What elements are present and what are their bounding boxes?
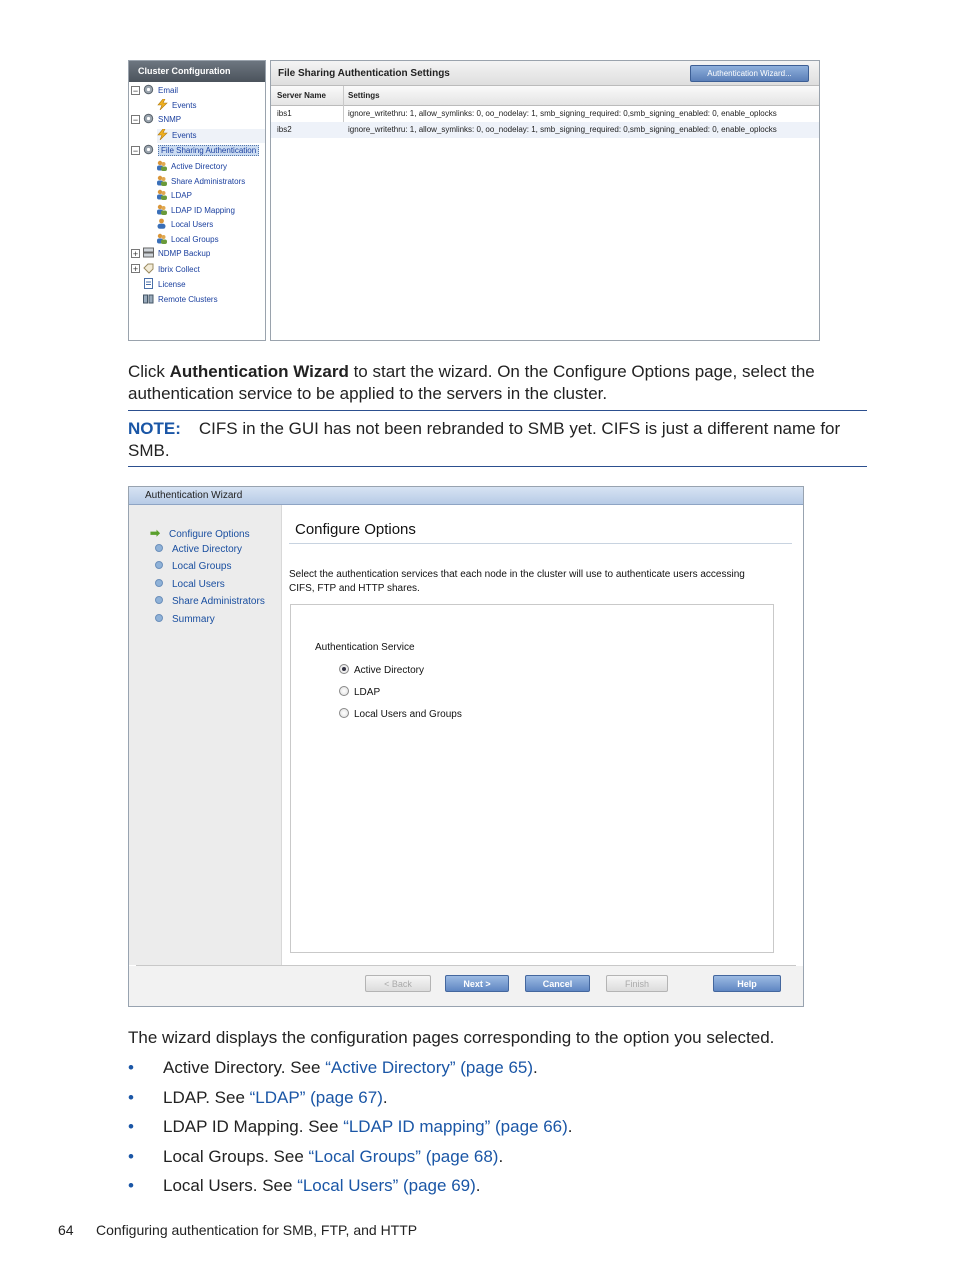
running-footer-title: Configuring authentication for SMB, FTP, and HTTP <box>96 1222 418 1238</box>
next-button[interactable]: Next > <box>445 975 509 992</box>
gear-icon <box>143 144 154 155</box>
authentication-wizard-button[interactable]: Authentication Wizard... <box>690 65 809 82</box>
nav-step-configure-options[interactable]: ➡ Configure Options <box>150 526 250 540</box>
settings-cell: ignore_writethru: 1, allow_symlinks: 0, oo_nodelay: 1, smb_signing_required: 0,smb_signing_enabled: 0, enable_oplocks <box>348 109 777 118</box>
bullet-icon: • <box>128 1088 134 1107</box>
radio-active-directory[interactable]: Active Directory <box>339 664 424 678</box>
users-icon <box>156 204 167 215</box>
tree-item-remote-clusters[interactable]: Remote Clusters <box>143 293 218 307</box>
radio-selected-icon[interactable] <box>339 664 349 674</box>
wizard-description: Select the authentication services that each node in the cluster will use to authenticate users accessing CIFS, FTP and HTTP shares. <box>289 569 745 594</box>
wizard-page-heading: Configure Options <box>295 521 416 538</box>
radio-unselected-icon[interactable] <box>339 708 349 718</box>
authentication-wizard-screenshot <box>128 486 804 1007</box>
file-sharing-settings-panel <box>270 60 820 341</box>
collapse-icon[interactable]: − <box>132 115 139 125</box>
bullet-dot-icon <box>155 561 163 569</box>
collapse-icon[interactable]: − <box>132 86 139 96</box>
table-header <box>271 86 819 106</box>
expand-icon[interactable]: + <box>132 264 139 274</box>
note-block <box>128 418 840 461</box>
settings-panel-header <box>271 61 819 86</box>
intro-paragraph <box>128 361 815 404</box>
wizard-steps-nav <box>129 505 282 965</box>
lightning-icon <box>157 99 168 110</box>
note-top-rule <box>128 410 867 411</box>
user-icon <box>156 218 167 229</box>
cluster-config-tree <box>128 60 266 341</box>
nav-step-local-groups[interactable]: Local Groups <box>155 560 231 574</box>
page-number: 64 <box>58 1222 74 1238</box>
server-name-cell: ibs2 <box>277 125 292 134</box>
bullet-dot-icon <box>155 596 163 604</box>
cluster-config-screenshot <box>128 60 820 341</box>
xref-link-local-users[interactable]: “Local Users” (page 69) <box>297 1176 476 1195</box>
xref-link-ldap[interactable]: “LDAP” (page 67) <box>249 1088 383 1107</box>
tree-item-email[interactable]: Email <box>143 84 178 98</box>
note-bottom-rule <box>128 466 867 467</box>
bullet-dot-icon <box>155 579 163 587</box>
intro-text-rest: to start the wizard. On the Configure Options page, select the <box>348 362 815 381</box>
help-button[interactable]: Help <box>713 975 781 992</box>
tree-item-ldap[interactable]: LDAP <box>156 189 192 203</box>
tree-item-local-users[interactable]: Local Users <box>156 218 213 232</box>
tree-item-license[interactable]: License <box>143 278 186 292</box>
nav-step-active-directory[interactable]: Active Directory <box>155 543 242 557</box>
tree-item-snmp[interactable]: SNMP <box>143 113 181 127</box>
intro-text-line2: authentication service to be applied to the servers in the cluster. <box>128 383 608 403</box>
wizard-explanation: The wizard displays the configuration pages corresponding to the option you selected. <box>128 1028 775 1047</box>
users-icon <box>156 189 167 200</box>
note-text-line2: SMB. <box>128 440 170 460</box>
document-icon <box>143 278 154 289</box>
nav-step-summary[interactable]: Summary <box>155 613 215 627</box>
settings-panel-title: File Sharing Authentication Settings <box>278 68 450 79</box>
wizard-title-bar: Authentication Wizard <box>129 487 803 505</box>
radio-unselected-icon[interactable] <box>339 686 349 696</box>
collapse-icon[interactable]: − <box>132 146 139 156</box>
cancel-button[interactable]: Cancel <box>525 975 590 992</box>
table-row[interactable] <box>271 122 819 138</box>
server-name-cell: ibs1 <box>277 109 292 118</box>
xref-link-local-groups[interactable]: “Local Groups” (page 68) <box>308 1147 499 1166</box>
tree-item-ibrix-collect[interactable]: Ibrix Collect <box>143 263 200 277</box>
tree-item-active-directory[interactable]: Active Directory <box>156 160 227 174</box>
nav-step-local-users[interactable]: Local Users <box>155 578 225 592</box>
gear-icon <box>143 113 154 124</box>
server-icon <box>143 247 154 258</box>
expand-icon[interactable]: + <box>132 249 139 259</box>
radio-local-users-and-groups[interactable]: Local Users and Groups <box>339 708 462 722</box>
cluster-icon <box>143 293 154 304</box>
column-header-settings[interactable]: Settings <box>348 91 380 100</box>
bullet-icon: • <box>128 1176 134 1195</box>
tree-item-events[interactable]: Events <box>157 99 196 113</box>
tree-item-snmp-events[interactable]: Events <box>157 129 265 143</box>
nav-step-share-administrators[interactable]: Share Administrators <box>155 595 265 609</box>
note-label: NOTE: <box>128 419 181 438</box>
xref-link-ldap-id-mapping[interactable]: “LDAP ID mapping” (page 66) <box>343 1117 568 1136</box>
bullet-icon: • <box>128 1147 134 1166</box>
bullet-dot-icon <box>155 544 163 552</box>
arrow-right-icon: ➡ <box>150 526 161 540</box>
note-text-line1: CIFS in the GUI has not been rebranded to SMB yet. CIFS is just a different name for <box>198 419 841 438</box>
back-button[interactable]: < Back <box>365 975 431 992</box>
tag-icon <box>143 263 154 274</box>
users-icon <box>156 233 167 244</box>
table-row[interactable] <box>271 106 819 122</box>
tree-item-local-groups[interactable]: Local Groups <box>156 233 219 247</box>
heading-divider <box>289 543 792 544</box>
column-header-server-name[interactable]: Server Name <box>277 91 326 100</box>
settings-cell: ignore_writethru: 1, allow_symlinks: 0, oo_nodelay: 1, smb_signing_required: 0,smb_signing_enabled: 0, enable_oplocks <box>348 125 777 134</box>
tree-item-ndmp-backup[interactable]: NDMP Backup <box>143 247 210 261</box>
bullet-dot-icon <box>155 614 163 622</box>
xref-link-active-directory[interactable]: “Active Directory” (page 65) <box>325 1058 534 1077</box>
intro-text: Click <box>128 362 170 381</box>
tree-item-file-sharing-authentication[interactable]: File Sharing Authentication <box>143 144 259 158</box>
bullet-icon: • <box>128 1117 134 1136</box>
lightning-icon <box>157 129 168 140</box>
tree-item-share-administrators[interactable]: Share Administrators <box>156 175 245 189</box>
intro-bold: Authentication Wizard <box>169 362 349 381</box>
bullet-icon: • <box>128 1058 134 1077</box>
tree-item-ldap-id-mapping[interactable]: LDAP ID Mapping <box>156 204 235 218</box>
gear-icon <box>143 84 154 95</box>
authentication-service-label: Authentication Service <box>315 642 415 653</box>
users-icon <box>156 160 167 171</box>
options-panel <box>290 604 774 953</box>
radio-ldap[interactable]: LDAP <box>339 686 380 700</box>
tree-title: Cluster Configuration <box>129 61 265 82</box>
wizard-button-bar <box>129 966 803 1006</box>
finish-button[interactable]: Finish <box>606 975 668 992</box>
users-icon <box>156 175 167 186</box>
